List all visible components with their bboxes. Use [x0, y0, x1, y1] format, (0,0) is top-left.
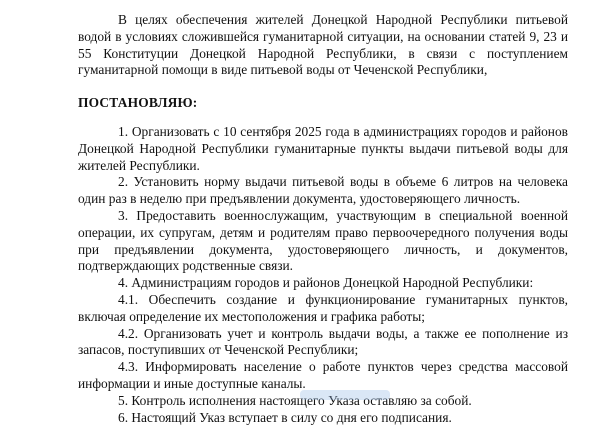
- document-page: [78, 12, 568, 426]
- item-6: 6. Настоящий Указ вступает в силу со дня его подписания.: [118, 409, 452, 425]
- item-4-2: 4.2. Организовать учет и контроль выдачи воды, а также ее пополнение из запасов, поступивших от Чеченской Республики;: [78, 325, 568, 358]
- item-4: 4. Администрациям городов и районов Донецкой Народной Республики:: [118, 275, 534, 291]
- item-4-1: 4.1. Обеспечить создание и функционирование гуманитарных пунктов, включая определение их местоположения и графика работы;: [78, 291, 568, 324]
- item-1: 1. Организовать с 10 сентября 2025 года в администрациях городов и районов Донецкой Народной Республики гуманитарные пункты выдачи питьевой воды для жителей Республики.: [78, 123, 568, 173]
- item-2: 2. Установить норму выдачи питьевой воды в объеме 6 литров на человека один раз в неделю при предъявлении документа, удостоверяющего личность.: [78, 174, 568, 207]
- item-4-3: 4.3. Информировать население о работе пунктов через средства массовой информации и иные доступные каналы.: [78, 359, 568, 391]
- preamble-paragraph: В целях обеспечения жителей Донецкой Народной Республики питьевой водой в условиях сложившейся гуманитарной ситуации, на основании статей 9, 23 и 55 Конституции Донецкой Народной Республики, в связи с поступлением гуманитарной помощи в виде питьевой воды от Чеченской Республики,: [78, 12, 568, 78]
- decree-heading: ПОСТАНОВЛЯЮ:: [78, 95, 198, 111]
- item-3: 3. Предоставить военнослужащим, участвующим в специальной военной операции, их супругам, детям и родителям право первоочередного получения воды при предъявлении документа, удостоверяющего личность, и документов, подтверждающих родственные связи.: [78, 207, 568, 274]
- scan-smudge: [300, 390, 390, 400]
- item-5: 5. Контроль исполнения настоящего Указа оставляю за собой.: [118, 392, 472, 408]
